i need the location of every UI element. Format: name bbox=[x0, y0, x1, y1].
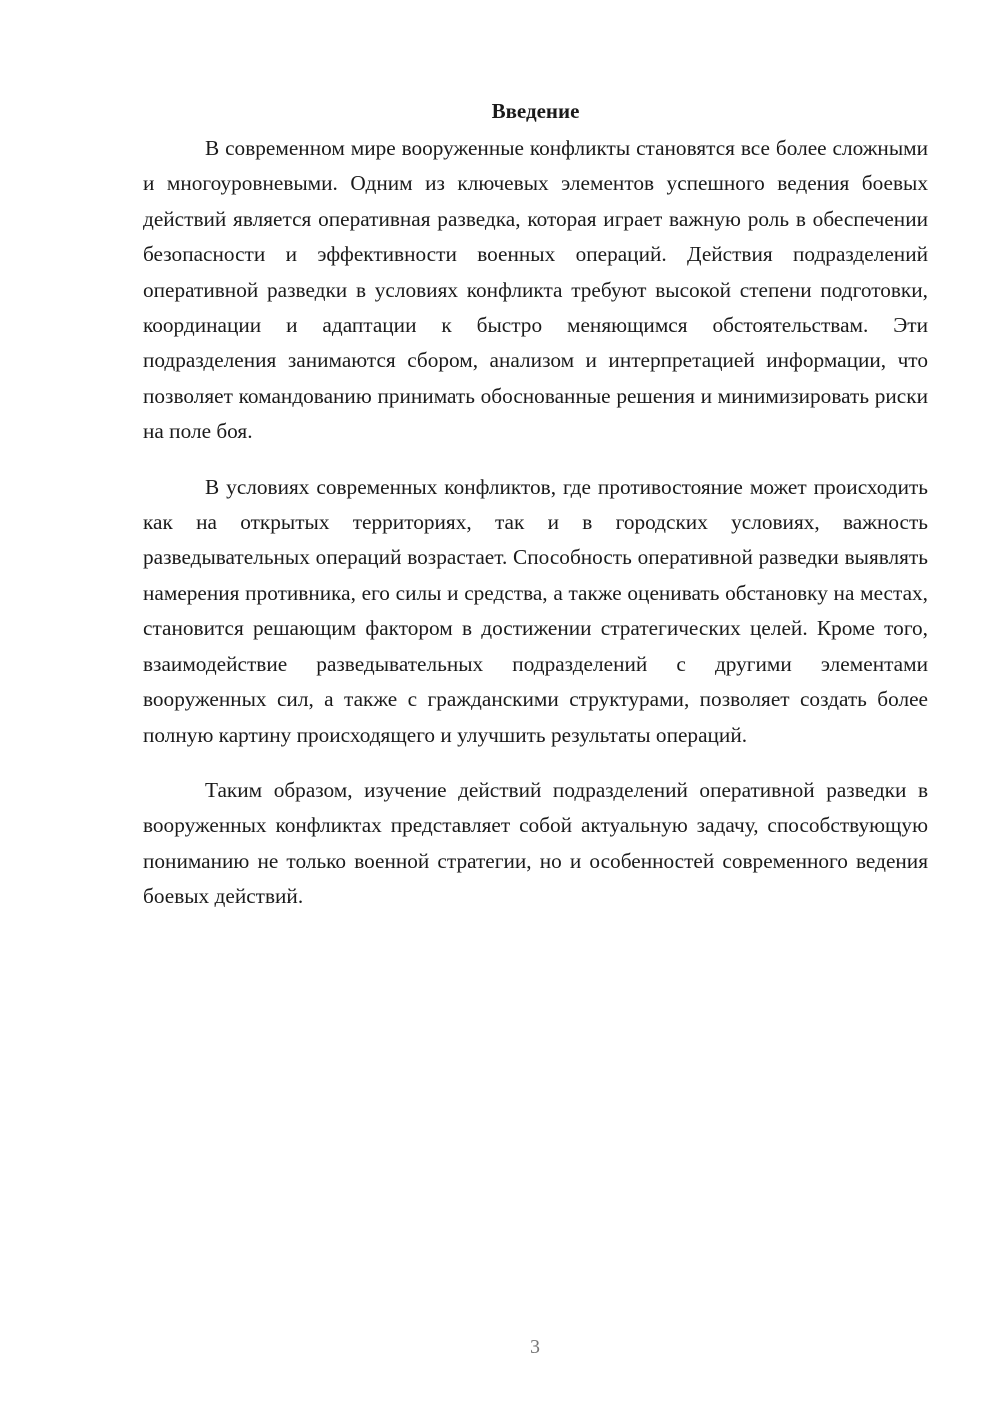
paragraph-2: В условиях современных конфликтов, где противостояние может происходить как на открытых территориях, так и в городских условиях, важность разведывательных операций возрастает. Способность оперативной разведки выявлять намерения противника, его силы и средства, а также оценивать обстановку на местах, становится решающим фактором в достижении стратегических целей. Кроме того, взаимодействие разведывательных подразделений с другими элементами вооруженных сил, а также с гражданскими структурами, позволяет создать более полную картину происходящего и улучшить результаты операций. bbox=[143, 474, 928, 747]
paragraph-3: Таким образом, изучение действий подразделений оперативной разведки в вооруженных конфликтах представляет собой актуальную задачу, способствующую пониманию не только военной стратегии, но и особенностей современного ведения боевых действий. bbox=[143, 777, 928, 909]
section-heading: Введение bbox=[491, 99, 580, 123]
paragraph-1: В современном мире вооруженные конфликты становятся все более сложными и многоуровневыми. Одним из ключевых элементов успешного ведения боевых действий является оперативная разведка, которая играет важную роль в обеспечении безопасности и эффективности военных операций. Действия подразделений оперативной разведки в условиях конфликта требуют высокой степени подготовки, координации и адаптации к быстро меняющимся обстоятельствам. Эти подразделения занимаются сбором, анализом и интерпретацией информации, что позволяет командованию принимать обоснованные решения и минимизировать риски на поле боя. bbox=[143, 136, 928, 444]
page-content bbox=[143, 94, 928, 915]
page-number: 3 bbox=[530, 1336, 540, 1358]
